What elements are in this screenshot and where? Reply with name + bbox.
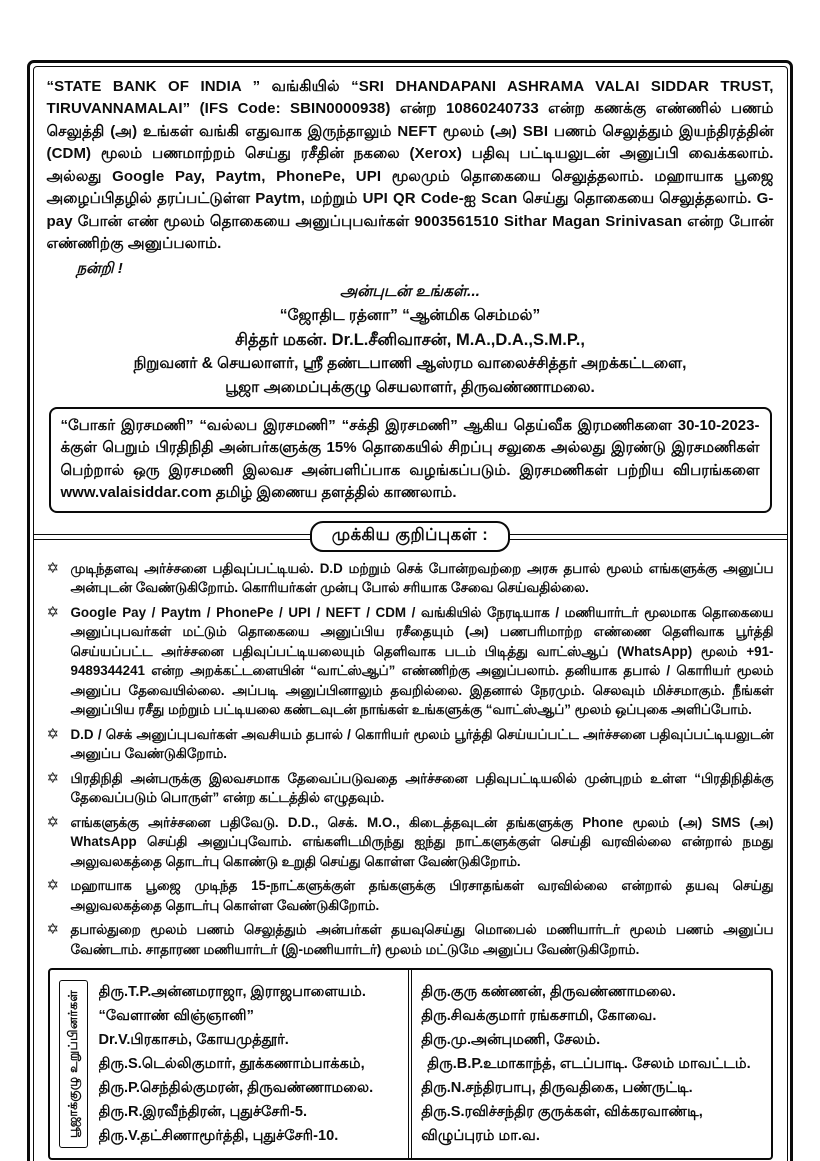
note-text: மஹாயாக பூஜை முடிந்த 15-நாட்களுக்குள் தங்களுக்கு பிரசாதங்கள் வரவில்லை என்றால் தயவு செய்து அலுவலகத்தை தொடர்பு கொள்ள வேண்டுகிறோம். <box>70 878 774 913</box>
signature-line-titles: “ஜோதிட ரத்னா” “ஆன்மிக செம்மல்” <box>279 306 541 324</box>
member-row: திரு.மு.அன்புமணி, சேலம். <box>421 1032 601 1048</box>
member-row: திரு.V.தட்சிணாமூர்த்தி, புதுச்சேரி-10. <box>98 1128 339 1144</box>
star-bullet-icon: ✡ <box>46 877 60 894</box>
signature-line-name: சித்தர் மகன். Dr.L.சீனிவாசன், M.A.,D.A.,S.M.P., <box>235 330 585 349</box>
note-item <box>47 725 774 764</box>
member-row: திரு.R.இரவீந்திரன், புதுச்சேரி-5. <box>98 1104 308 1120</box>
signature-line-role1: நிறுவனர் & செயலாளர், ஸ்ரீ தண்டபாணி ஆஸ்ரம வாலைச்சித்தர் அறக்கட்டளை, <box>133 354 687 372</box>
notes-header-title: முக்கிய குறிப்புகள் : <box>310 521 510 552</box>
members-right-column <box>421 978 761 1150</box>
member-row: Dr.V.பிரகாசம், கோயமுத்தூர். <box>98 1032 289 1048</box>
signature-block <box>47 280 774 400</box>
note-item <box>47 813 774 872</box>
member-row: திரு.T.P.அன்னமராஜா, இராஜபாளையம். <box>98 984 366 1000</box>
member-row: திரு.சிவக்குமார் ரங்கசாமி, கோவை. <box>421 1008 657 1024</box>
note-text: முடிந்தளவு அர்ச்சனை பதிவுப்பட்டியல். D.D மற்றும் செக் போன்றவற்றை அரசு தபால் மூலம் எங்களுக்கு அனுப்ப அன்புடன் வேண்டுகிறோம். கொரியர்கள் முன்பு போல் சரியாக சேவை செய்வதில்லை. <box>70 560 774 595</box>
note-item <box>47 920 774 959</box>
committee-label-box <box>59 980 88 1148</box>
note-text: பிரதிநிதி அன்பருக்கு இலவசமாக தேவைப்படுவதை அர்ச்சனை பதிவுபட்டியலில் முன்புறம் உள்ள “பிரதிநிதிக்கு தேவைப்படும் பொருள்” என்ற கட்டத்தில் எழுதவும். <box>70 770 774 805</box>
star-bullet-icon: ✡ <box>46 603 60 621</box>
outer-border-box <box>27 60 793 1161</box>
committee-vertical-label: பூஜாக்குழு உறுப்பினர்கள் <box>66 989 80 1138</box>
member-row: திரு.P.செந்தில்குமரன், திருவண்ணாமலை. <box>98 1080 374 1096</box>
member-row: திரு.S.டெல்லிகுமார், தூக்கணாம்பாக்கம், <box>98 1056 365 1072</box>
star-bullet-icon: ✡ <box>46 725 60 743</box>
members-box <box>48 968 773 1160</box>
signature-line-role2: பூஜா அமைப்புக்குழு செயலாளர், திருவண்ணாமலை. <box>225 378 595 396</box>
note-item <box>47 559 774 598</box>
star-bullet-icon: ✡ <box>46 813 60 831</box>
members-left-list <box>99 978 399 1150</box>
notes-header-rule <box>47 521 774 555</box>
note-item <box>47 769 774 808</box>
note-text: Google Pay / Paytm / PhonePe / UPI / NEFT / CDM / வங்கியில் நேரடியாக / மணியார்டர் மூலமாக தொகையை அனுப்புபவர்கள் மட்டும் தொகையை அனுப்பிய ரசீதையும் (அ) பணபரிமாற்ற எண்ணை தெளிவாக பூர்த்தி செய்யப்பட்ட அர்ச்சனை பதிவுப்பட்டியலையும் தெளிவாக படம் பிடித்து வாட்ஸ்ஆப் (WhatsApp) மூலம் +91-9489344241 என்ற அறக்கட்டளையின் “வாட்ஸ்ஆப்” எண்ணிற்கு அனுப்பலாம். தனியாக தபால் / கொரியர் மூலம் அனுப்ப தேவையில்லை. அப்படி அனுப்பினாலும் தவறில்லை. இதனால் நேரமும். செலவும் மிச்சமாகும். நீங்கள் அனுப்பிய ரசீது மற்றும் பட்டியலை கண்டவுடன் நாங்கள் உங்களுக்கு “வாட்ஸ்ஆப்” மூலம் ஒப்புகை அளிப்போம். <box>70 604 774 717</box>
member-row: “வேளாண் விஞ்ஞானி” <box>98 1008 254 1024</box>
column-divider <box>408 970 413 1158</box>
member-row: திரு.N.சந்திரபாபு, திருவதிகை, பண்ருட்டி. <box>421 1080 693 1096</box>
members-right-list <box>421 978 761 1150</box>
member-row: திரு.S.ரவிச்சந்திர குருக்கள், விக்கரவாண்டி, <box>421 1104 703 1120</box>
member-row: திரு.குரு கண்ணன், திருவண்ணாமலை. <box>421 984 676 1000</box>
member-row: திரு.B.P.உமாகாந்த், எடப்பாடி. சேலம் மாவட்டம். <box>427 1056 751 1072</box>
members-left-column <box>59 978 399 1150</box>
star-bullet-icon: ✡ <box>46 921 60 938</box>
note-text: தபால்துறை மூலம் பணம் செலுத்தும் அன்பர்கள் தயவுசெய்து மொபைல் மணியார்டர் மூலம் பணம் அனுப்ப வேண்டாம். சாதாரண மணியார்டர் (இ-மணியார்டர்) மூலம் மட்டுமே அனுப்ப வேண்டுகிறோம். <box>70 922 774 957</box>
star-bullet-icon: ✡ <box>46 769 60 787</box>
rasamani-offer-box: “போகர் இரசமணி” “வல்லப இரசமணி” “சக்தி இரசமணி” ஆகிய தெய்வீக இரமணிகளை 30-10-2023-க்குள் பெறும் பிரதிநிதி அன்பர்களுக்கு 15% தொகையில் சிறப்பு சலுகை அல்லது இரண்டு இரசமணிகள் பெற்றால் ஒரு இரசமணி இலவச அன்பளிப்பாக வழங்கப்படும். இரசமணிகள் பற்றிய விபரங்களை www.valaisiddar.com தமிழ் இணைய தளத்தில் காணலாம். <box>49 407 772 513</box>
inner-border-box <box>33 66 788 1161</box>
note-item <box>47 603 774 720</box>
star-bullet-icon: ✡ <box>46 559 60 577</box>
note-text: D.D / செக் அனுப்புபவர்கள் அவசியம் தபால் / கொரியர் மூலம் பூர்த்தி செய்யப்பட்ட அர்ச்சனை பதிவுப்பட்டியலுடன் அனுப்ப வேண்டுகிறோம். <box>70 726 774 761</box>
note-text: எங்களுக்கு அர்ச்சனை பதிவேடு. D.D., செக். M.O., கிடைத்தவுடன் தங்களுக்கு Phone மூலம் (அ) SMS (அ) WhatsApp செய்தி அனுப்புவோம். எங்களிடமிருந்து ஐந்து நாட்களுக்குள் செய்தி வரவில்லை என்றால் நமது அலுவலகத்தை தொடர்பு கொண்டு உறுதி செய்து கொள்ள வேண்டுகிறோம். <box>70 814 774 869</box>
member-row: விழுப்புரம் மா.வ. <box>421 1128 540 1144</box>
thanks-note: நன்றி ! <box>76 259 123 277</box>
bank-instructions-paragraph: “STATE BANK OF INDIA ” வங்கியில் “SRI DHANDAPANI ASHRAMA VALAI SIDDAR TRUST, TIRUVANNAMALAI” (IFS Code: SBIN0000938) என்ற 10860240733 என்ற கணக்கு எண்ணில் பணம் செலுத்தி (அ) உங்கள் வங்கி எதுவாக இருந்தாலும் NEFT மூலம் (அ) SBI பணம் செலுத்தும் இயந்திரத்தின் (CDM) மூலம் பணமாற்றம் செய்து ரசீதின் நகலை (Xerox) பதிவு பட்டியலுடன் அனுப்பி வைக்கலாம். அல்லது Google Pay, Paytm, PhonePe, UPI மூலமும் தொகையை செலுத்தலாம். மஹாயாக பூஜை அழைப்பிதழில் தரப்பட்டுள்ள Paytm, மற்றும் UPI QR Code-ஐ Scan செய்து தொகையை செலுத்தலாம். G-pay போன் எண் மூலம் தொகையை அனுப்புபவர்கள் 9003561510 Sithar Magan Srinivasan என்ற போன் எண்ணிற்கு அனுப்பலாம். <box>46 77 774 252</box>
note-item <box>47 876 774 915</box>
signature-line-regards: அன்புடன் உங்கள்... <box>340 282 480 300</box>
notes-list <box>47 559 774 960</box>
